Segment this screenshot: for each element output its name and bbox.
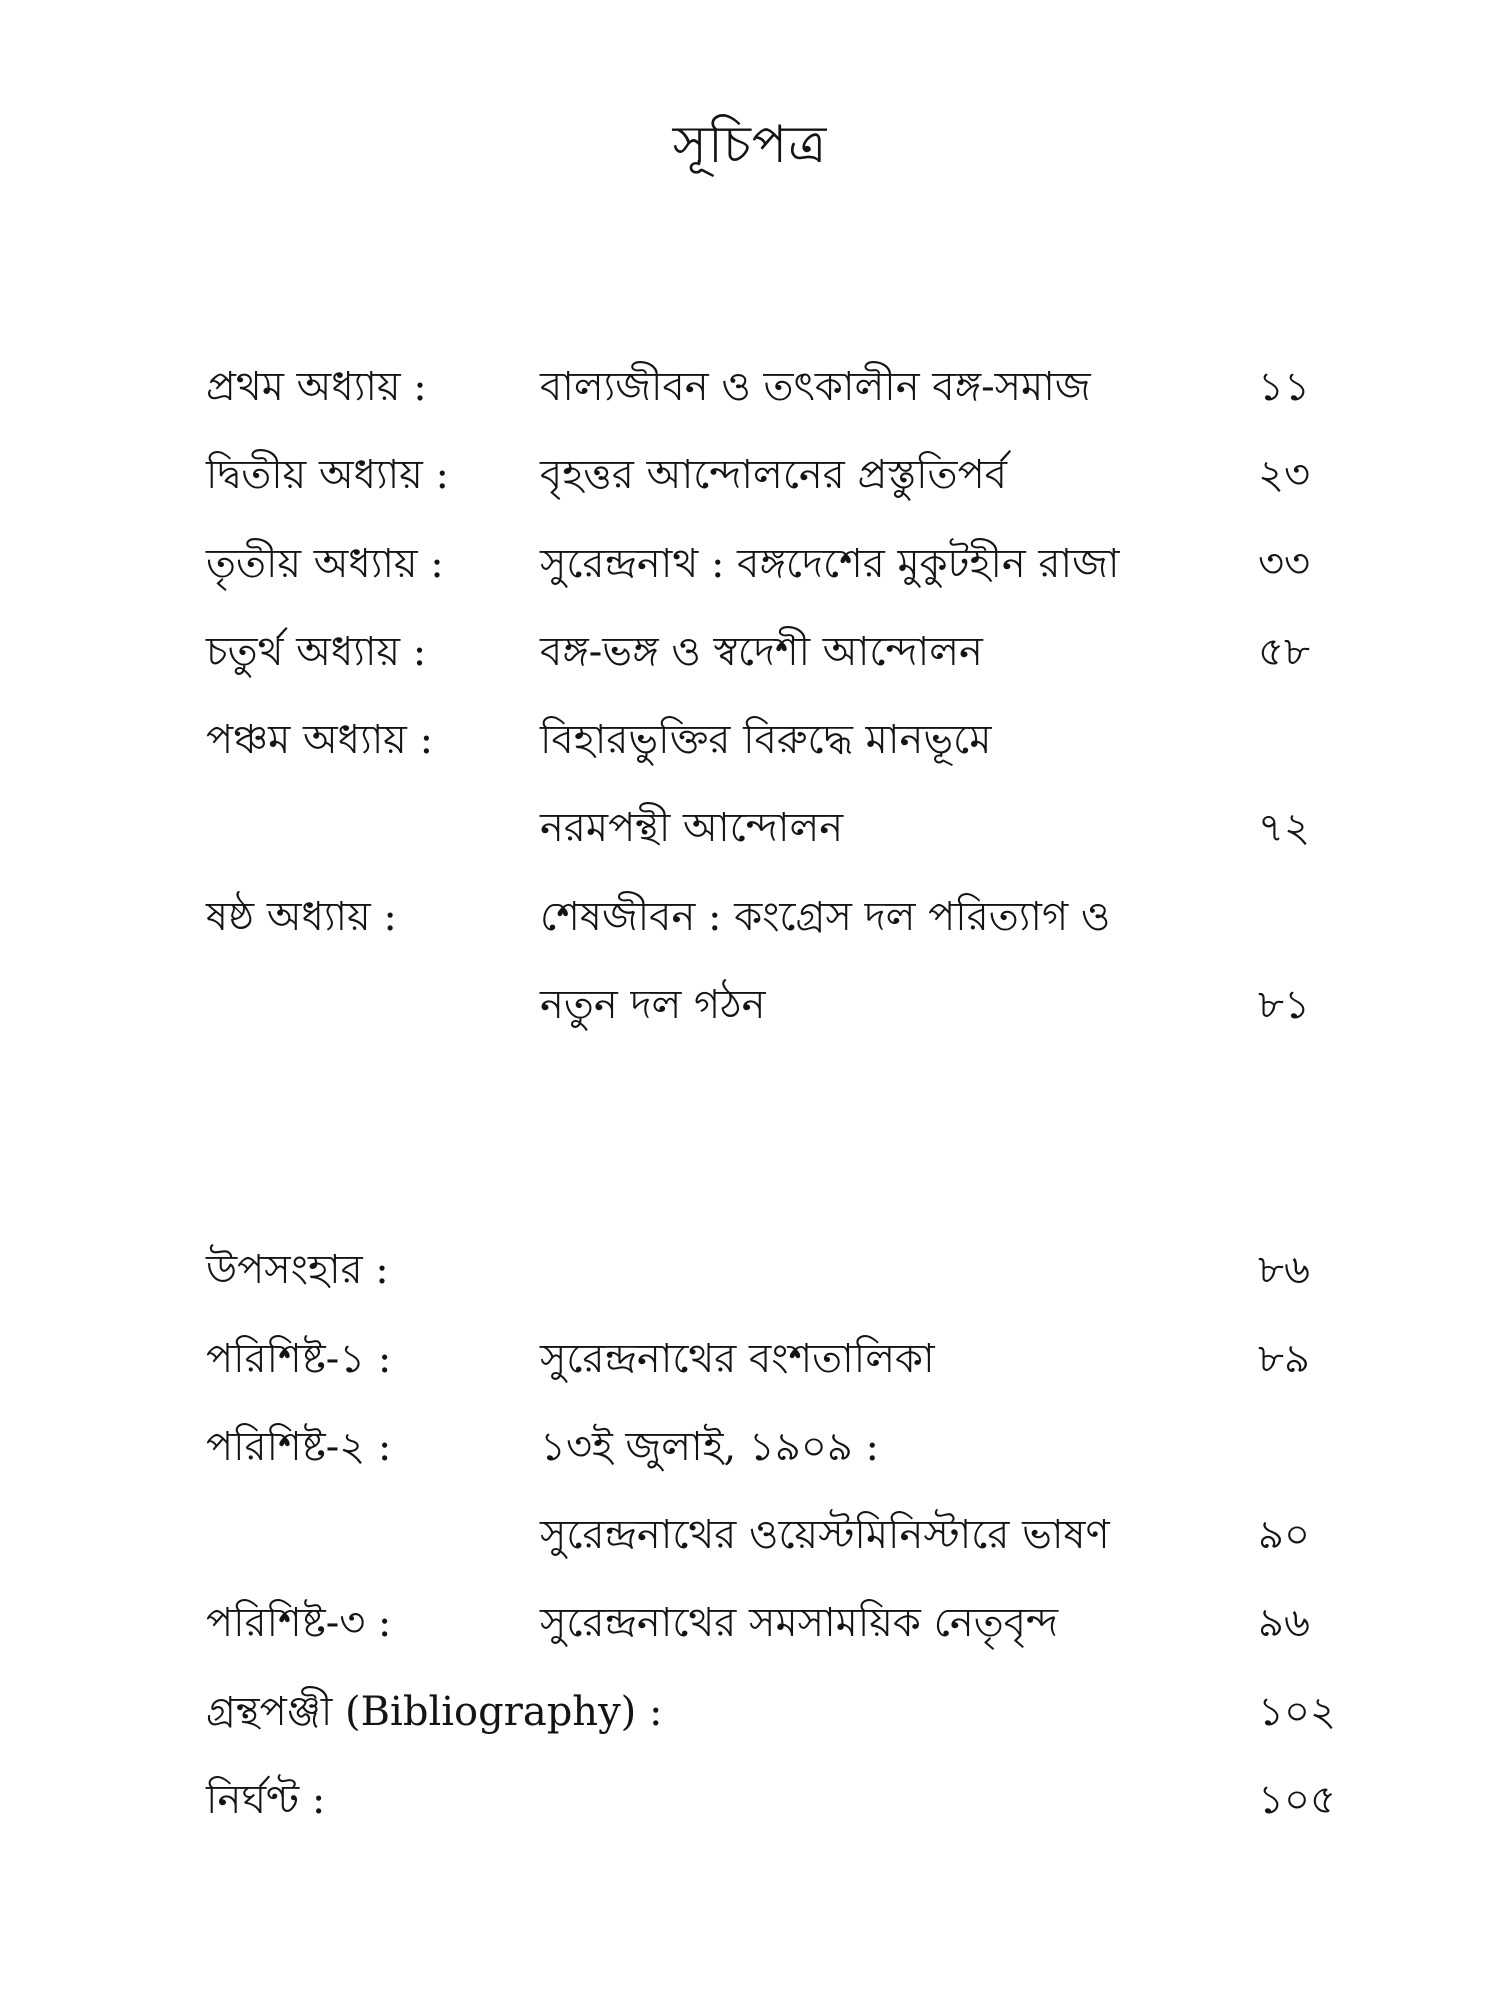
entry-title-continuation: নতুন দল গঠন: [540, 982, 766, 1028]
toc-entry: [0, 1324, 1500, 1394]
entry-title: বৃহত্তর আন্দোলনের প্রস্তুতিপর্ব: [540, 452, 1007, 498]
entry-label: পরিশিষ্ট-৩ :: [206, 1600, 392, 1646]
toc-entry: [0, 882, 1500, 952]
entry-page-number: ১০২: [1258, 1689, 1336, 1735]
entry-title: বিহারভুক্তির বিরুদ্ধে মানভূমে: [540, 717, 992, 763]
entry-page-number: ৮৯: [1258, 1336, 1310, 1382]
toc-entry: [0, 1588, 1500, 1658]
entry-page-number: ৯৬: [1258, 1600, 1310, 1646]
entry-page-number: ১১: [1258, 364, 1310, 410]
entry-page-number: ৩৩: [1258, 541, 1311, 587]
toc-entry: [0, 1412, 1500, 1482]
entry-title: সুরেন্দ্রনাথের বংশতালিকা: [540, 1336, 935, 1382]
entry-label: গ্রন্থপঞ্জী (Bibliography) :: [206, 1689, 663, 1735]
toc-entry: [0, 352, 1500, 422]
entry-label: পরিশিষ্ট-২ :: [206, 1424, 392, 1470]
entry-title: শেষজীবন : কংগ্রেস দল পরিত্যাগ ও: [540, 894, 1111, 940]
entry-page-number: ৮১: [1258, 982, 1310, 1028]
toc-entry: [0, 705, 1500, 775]
entry-label: চতুর্থ অধ্যায় :: [206, 629, 427, 675]
toc-entry: [0, 529, 1500, 599]
entry-label: ষষ্ঠ অধ্যায় :: [206, 894, 397, 940]
entry-page-number: ১০৫: [1258, 1777, 1336, 1823]
entry-title: সুরেন্দ্রনাথ : বঙ্গদেশের মুকুটহীন রাজা: [540, 541, 1120, 587]
toc-entry-continuation: [0, 1500, 1500, 1570]
entry-label: উপসংহার :: [206, 1247, 389, 1293]
toc-entry: [0, 440, 1500, 510]
entry-title: বাল্যজীবন ও তৎকালীন বঙ্গ-সমাজ: [540, 364, 1091, 410]
entry-label: পরিশিষ্ট-১ :: [206, 1336, 392, 1382]
entry-page-number: ৫৮: [1258, 629, 1310, 675]
entry-title-continuation: নরমপন্থী আন্দোলন: [540, 805, 844, 851]
entry-page-number: ৭২: [1258, 805, 1311, 851]
entry-label: নির্ঘণ্ট :: [206, 1777, 326, 1823]
entry-title: বঙ্গ-ভঙ্গ ও স্বদেশী আন্দোলন: [540, 629, 983, 675]
toc-entry-continuation: [0, 970, 1500, 1040]
entry-title-continuation: সুরেন্দ্রনাথের ওয়েস্টমিনিস্টারে ভাষণ: [540, 1512, 1110, 1558]
toc-entry: [0, 1235, 1500, 1305]
entry-page-number: ৮৬: [1258, 1247, 1310, 1293]
entry-title: ১৩ই জুলাই, ১৯০৯ :: [540, 1424, 879, 1470]
page-title: সূচিপত্র: [672, 115, 828, 175]
entry-title: সুরেন্দ্রনাথের সমসাময়িক নেতৃবৃন্দ: [540, 1600, 1059, 1646]
entry-label: পঞ্চম অধ্যায় :: [206, 717, 434, 763]
entry-label: প্রথম অধ্যায় :: [206, 364, 427, 410]
toc-entry: [0, 1765, 1500, 1835]
entry-label: দ্বিতীয় অধ্যায় :: [206, 452, 449, 498]
entry-label: তৃতীয় অধ্যায় :: [206, 541, 444, 587]
toc-entry: [0, 617, 1500, 687]
entry-page-number: ২৩: [1258, 452, 1311, 498]
entry-page-number: ৯০: [1258, 1512, 1310, 1558]
toc-entry: [0, 1677, 1500, 1747]
toc-entry-continuation: [0, 793, 1500, 863]
